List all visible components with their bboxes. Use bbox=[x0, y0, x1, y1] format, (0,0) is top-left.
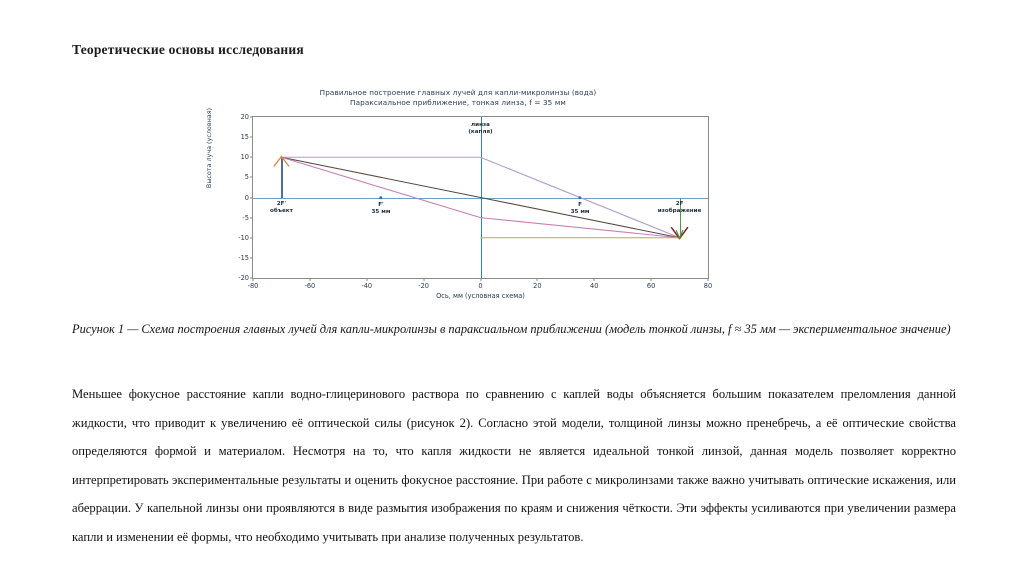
focus-left-label bbox=[372, 202, 391, 216]
body-paragraph: Меньшее фокусное расстояние капли водно-глицеринового раствора по сравнению с каплей воды объясняется большим показателем преломления данной жидкости, что приводит к увеличению её оптической силы (рисунок 2). Согласно этой модели, толщиной линзы можно пренебречь, а её оптические свойства определяются формой и материалом. Несмотря на то, что капля жидкости не является идеальной тонкой линзой, данная модель позволяет корректно интерпретировать экспериментальные результаты и оценить фокусное расстояние. При работе с микролинзами также важно учитывать оптические искажения, или аберрации. У капельной линзы они проявляются в виде размытия изображения по краям и снижения чёткости. Эти эффекты усиливаются при увеличении размера капли и изменении её формы, что необходимо учитывать при анализе полученных результатов. bbox=[72, 387, 956, 544]
y-axis-tick-label: 5 bbox=[244, 173, 249, 182]
object-label-bottom: объект bbox=[270, 207, 293, 214]
image-label-bottom: изображение bbox=[657, 207, 702, 214]
x-axis-tick-label: 0 bbox=[478, 282, 483, 290]
y-axis-label: Высота луча (условная) bbox=[205, 107, 213, 189]
lens-label-line1: линза bbox=[471, 122, 490, 128]
x-axis-tick-label: -40 bbox=[361, 282, 373, 290]
x-axis-tick-label: -20 bbox=[418, 282, 430, 290]
x-axis-tick-label: 20 bbox=[533, 282, 542, 290]
focus-right-label-text: F bbox=[578, 202, 582, 209]
ray-diagram-svg bbox=[253, 117, 708, 278]
lens-label bbox=[468, 122, 492, 136]
focus-right-value: 35 мм bbox=[570, 209, 590, 216]
x-axis-tick-mark bbox=[708, 278, 709, 281]
x-axis-tick-label: 80 bbox=[703, 282, 713, 290]
lens-label-line2: (капля) bbox=[468, 129, 493, 135]
y-axis-tick-label: -10 bbox=[238, 233, 249, 242]
focus-left-label-text: F' bbox=[378, 202, 384, 209]
y-axis-tick-label: 0 bbox=[244, 193, 249, 202]
figure-caption: Рисунок 1 — Схема построения главных лучей для капли-микролинзы в параксиальном приближении (модель тонкой линзы, f ≈ 35 мм — экспериментальное значение) bbox=[72, 322, 951, 336]
chart-axes bbox=[238, 113, 713, 290]
x-axis-tick-mark bbox=[366, 278, 367, 281]
y-axis-tick-label: 20 bbox=[240, 113, 249, 121]
focus-right-label bbox=[571, 202, 590, 216]
object-label-top: 2F' bbox=[276, 200, 287, 207]
x-axis-tick-label: -60 bbox=[304, 282, 316, 290]
chart-title-block bbox=[196, 88, 720, 108]
chart-title: Правильное построение главных лучей для капли-микролинзы (вода) bbox=[319, 88, 597, 97]
x-axis-tick-mark bbox=[537, 278, 538, 281]
x-axis-tick-mark bbox=[594, 278, 595, 281]
x-axis-tick-mark bbox=[423, 278, 424, 281]
x-axis-label: Ось, мм (условная схема) bbox=[436, 292, 525, 300]
ray-through-center bbox=[281, 157, 679, 238]
x-axis-tick-label: 60 bbox=[646, 282, 656, 290]
image-label bbox=[658, 201, 702, 215]
x-axis-tick-mark bbox=[480, 278, 481, 281]
y-axis-tick-label: -15 bbox=[238, 253, 249, 262]
page-title: Теоретические основы исследования bbox=[72, 42, 304, 57]
object-label bbox=[270, 201, 293, 215]
y-axis-tick-label: -5 bbox=[242, 213, 249, 222]
image-label-top: 2F bbox=[675, 200, 684, 207]
x-axis-tick-mark bbox=[651, 278, 652, 281]
y-axis-tick-label: -20 bbox=[238, 274, 249, 282]
figure-1 bbox=[196, 88, 720, 303]
chart-plot-wrapper bbox=[196, 107, 720, 303]
x-axis-tick-label: 40 bbox=[590, 282, 599, 290]
y-axis-tick-label: 15 bbox=[240, 133, 249, 142]
x-axis-tick-label: -80 bbox=[247, 282, 259, 290]
focus-left-value: 35 мм bbox=[371, 209, 391, 216]
y-axis-tick-label: 10 bbox=[240, 153, 249, 162]
chart-subtitle: Параксиальное приближение, тонкая линза, f = 35 мм bbox=[350, 98, 566, 107]
x-axis-tick-mark bbox=[309, 278, 310, 281]
